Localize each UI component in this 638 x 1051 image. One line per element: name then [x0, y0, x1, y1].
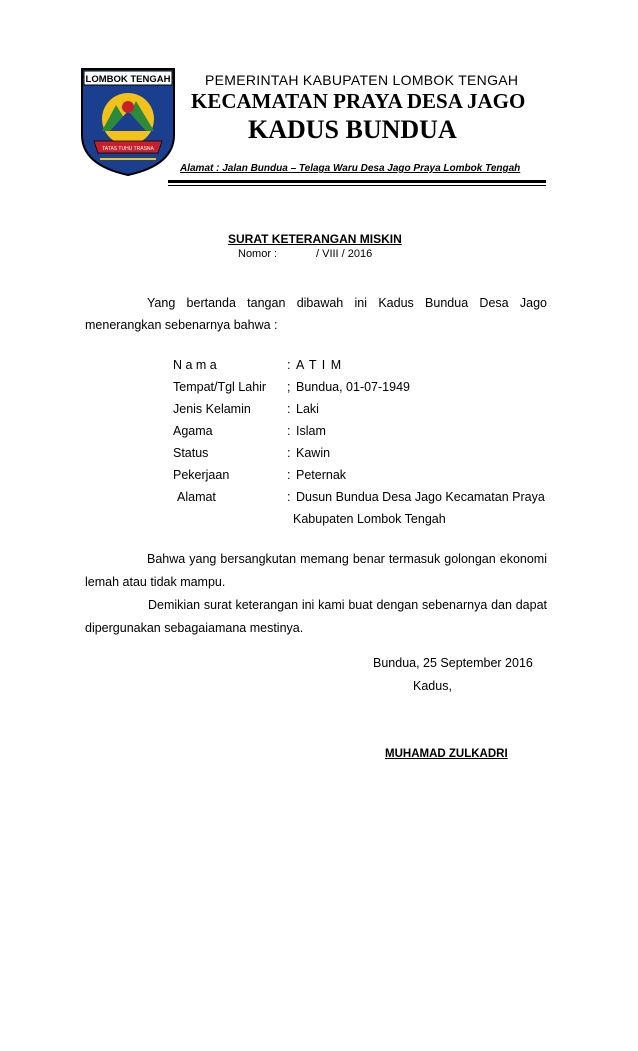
field-value-religion: Islam	[296, 424, 326, 438]
letterhead-hamlet: KADUS BUNDUA	[248, 115, 457, 144]
document-number-value: / VIII / 2016	[316, 248, 373, 260]
logo-banner-text: LOMBOK TENGAH	[85, 74, 171, 85]
statement-line-1: Bahwa yang bersangkutan memang benar termasuk golongan ekonomi	[147, 552, 547, 566]
field-sep: :	[287, 468, 291, 482]
field-label-gender: Jenis Kelamin	[173, 402, 251, 416]
field-sep: :	[287, 402, 291, 416]
statement-line-2: lemah atau tidak mampu.	[85, 575, 226, 589]
intro-line-2: menerangkan sebenarnya bahwa :	[85, 318, 278, 332]
field-label-status: Status	[173, 446, 209, 460]
letterhead-government: PEMERINTAH KABUPATEN LOMBOK TENGAH	[205, 72, 519, 88]
field-value-gender: Laki	[296, 402, 319, 416]
closing-position: Kadus,	[413, 679, 452, 693]
document-number-label: Nomor :	[238, 248, 278, 260]
field-label-name: N a m a	[173, 358, 217, 372]
field-value-status: Kawin	[296, 446, 331, 460]
field-value-address: Dusun Bundua Desa Jago Kecamatan Praya	[296, 490, 545, 504]
statement-line-4: dipergunakan sebagaiamana mestinya.	[85, 621, 304, 635]
field-sep: :	[287, 490, 291, 504]
field-value-occupation: Peternak	[296, 468, 347, 482]
statement-line-3: Demikian surat keterangan ini kami buat dengan sebenarnya dan dapat	[148, 598, 547, 612]
logo-scroll-text: TATAS TUHU TRASNA	[102, 146, 154, 152]
letterhead-district: KECAMATAN PRAYA DESA JAGO	[191, 89, 526, 113]
document-title: SURAT KETERANGAN MISKIN	[228, 232, 402, 246]
field-value-name: A T I M	[296, 358, 343, 372]
closing-place-date: Bundua, 25 September 2016	[373, 656, 533, 670]
field-label-occupation: Pekerjaan	[173, 468, 230, 482]
field-label-birth: Tempat/Tgl Lahir	[173, 380, 267, 394]
field-value-birth: Bundua, 01-07-1949	[296, 380, 410, 394]
letterhead-address: Alamat : Jalan Bundua – Telaga Waru Desa Jago Praya Lombok Tengah	[180, 163, 521, 174]
field-sep: ;	[287, 380, 291, 394]
field-value-address-line-2: Kabupaten Lombok Tengah	[293, 512, 446, 526]
signer-name: MUHAMAD ZULKADRI	[385, 748, 508, 760]
intro-line-1: Yang bertanda tangan dibawah ini Kadus Bundua Desa Jago	[147, 296, 547, 310]
field-sep: :	[287, 424, 291, 438]
field-label-address: Alamat	[177, 490, 216, 504]
field-label-religion: Agama	[173, 424, 213, 438]
lombok-tengah-emblem	[80, 65, 176, 177]
field-sep: :	[287, 358, 291, 372]
letterhead-divider-thick	[168, 180, 546, 183]
letterhead-divider-thin	[168, 185, 546, 186]
field-sep: :	[287, 446, 291, 460]
